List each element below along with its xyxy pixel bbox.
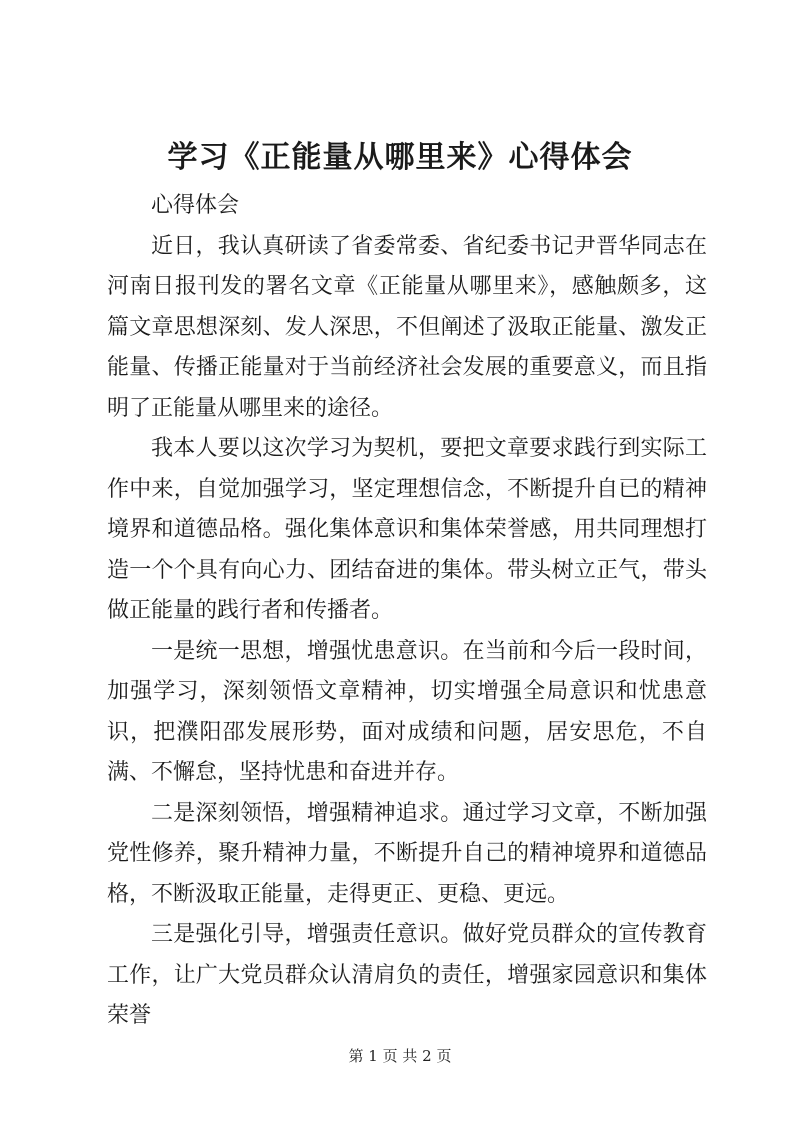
document-body <box>107 186 707 1037</box>
paragraph: 我本人要以这次学习为契机，要把文章要求践行到实际工作中来，自觉加强学习，坚定理想信念，不断提升自已的精神境界和道德品格。强化集体意识和集体荣誉感，用共同理想打造一个个具有向心力、团结奋进的集体。带头树立正气，带头做正能量的践行者和传播者。 <box>107 436 707 623</box>
paragraph-subtitle: 心得体会 <box>151 193 240 218</box>
paragraph: 三是强化引导，增强责任意识。做好党员群众的宣传教育工作，让广大党员群众认清肩负的责任，增强家园意识和集体荣誉 <box>107 922 707 1028</box>
page-title: 学习《正能量从哪里来》心得体会 <box>167 140 633 175</box>
page-footer: 第 1 页 共 2 页 <box>348 1047 452 1065</box>
paragraph: 近日，我认真研读了省委常委、省纪委书记尹晋华同志在河南日报刊发的署名文章《正能量从哪里来》，感触颇多，这篇文章思想深刻、发人深思，不但阐述了汲取正能量、激发正能量、传播正能量对于当前经济社会发展的重要意义，而且指明了正能量从哪里来的途径。 <box>107 233 707 421</box>
paragraph: 一是统一思想，增强忧患意识。在当前和今后一段时间，加强学习，深刻领悟文章精神，切实增强全局意识和忧患意识，把濮阳邵发展形势，面对成绩和问题，居安思危，不自满、不懈怠，坚持忧患和奋进并存。 <box>107 638 707 785</box>
paragraph: 二是深刻领悟，增强精神追求。通过学习文章，不断加强党性修养，聚升精神力量，不断提升自己的精神境界和道德品格，不断汲取正能量，走得更正、更稳、更远。 <box>107 800 707 907</box>
